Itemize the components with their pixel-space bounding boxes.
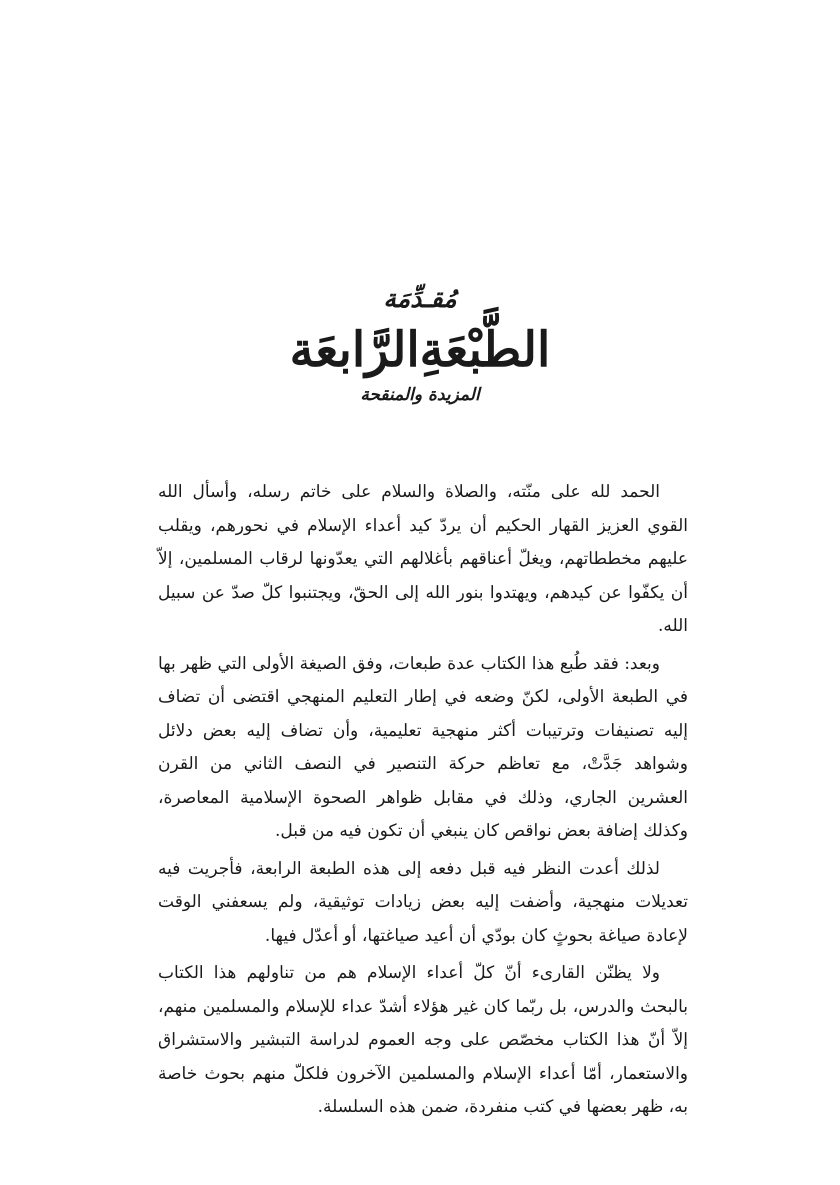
paragraph-3: لذلك أعدت النظر فيه قبل دفعه إلى هذه الطبعة الرابعة، فأجريت فيه تعديلات منهجية، وأضفت إليه بعض زيادات توثيقية، ولم يسعفني الوقت لإعادة صياغة بحوثٍ كان بودّي أن أعيد صياغتها، أو أعدّل فيها. — [158, 858, 688, 946]
paragraph-2: وبعد: فقد طُبع هذا الكتاب عدة طبعات، وفق الصيغة الأولى التي ظهر بها في الطبعة الأولى، لكنّ وضعه في إطار التعليم المنهجي اقتضى أن تضاف إليه تصنيفات وترتيبات أكثر منهجية تعليمية، وأن تضاف إليه بعض دلائل وشواهد جَدَّتْ، مع تعاظم حركة التنصير في النصف الثاني من القرن العشرين الجاري، وذلك في مقابل ظواهر الصحوة الإسلامية المعاصرة، وكذلك إضافة بعض نواقص كان ينبغي أن تكون فيه من قبل. — [158, 653, 688, 841]
preface-label: مُقـدِّمَة — [383, 284, 457, 313]
preface-body — [158, 476, 688, 1125]
paragraph-4: ولا يظنّن القارىء أنّ كلّ أعداء الإسلام هم من تناولهم هذا الكتاب بالبحث والدرس، بل ربّما كان غير هؤلاء أشدّ عداء للإسلام والمسلمين منهم، إلاّ أنّ هذا الكتاب مخصّص على وجه العموم لدراسة التبشير والاستشراق والاستعمار، أمّا أعداء الإسلام والمسلمين الآخرون فلكلّ منهم بحوث خاصة به، ظهر بعضها في كتب منفردة، ضمن هذه السلسلة. — [158, 963, 688, 1117]
edition-subtitle: المزيدة والمنقحة — [360, 385, 480, 405]
edition-title: الطَّبْعَةِالرَّابعَة — [289, 322, 551, 378]
paragraph-1: الحمد لله على منّته، والصلاة والسلام على خاتم رسله، وأسأل الله القوي العزيز القهار الحكيم أن يردّ كيد أعداء الإسلام في نحورهم، ويقلب عليهم مخططاتهم، ويغلّ أعناقهم بأغلالهم التي يعدّونها لرقاب المسلمين، إلاّ أن يكفّوا عن كيدهم، ويهتدوا بنور الله إلى الحقّ، ويجتنبوا كلّ صدّ عن سبيل الله. — [158, 482, 688, 636]
